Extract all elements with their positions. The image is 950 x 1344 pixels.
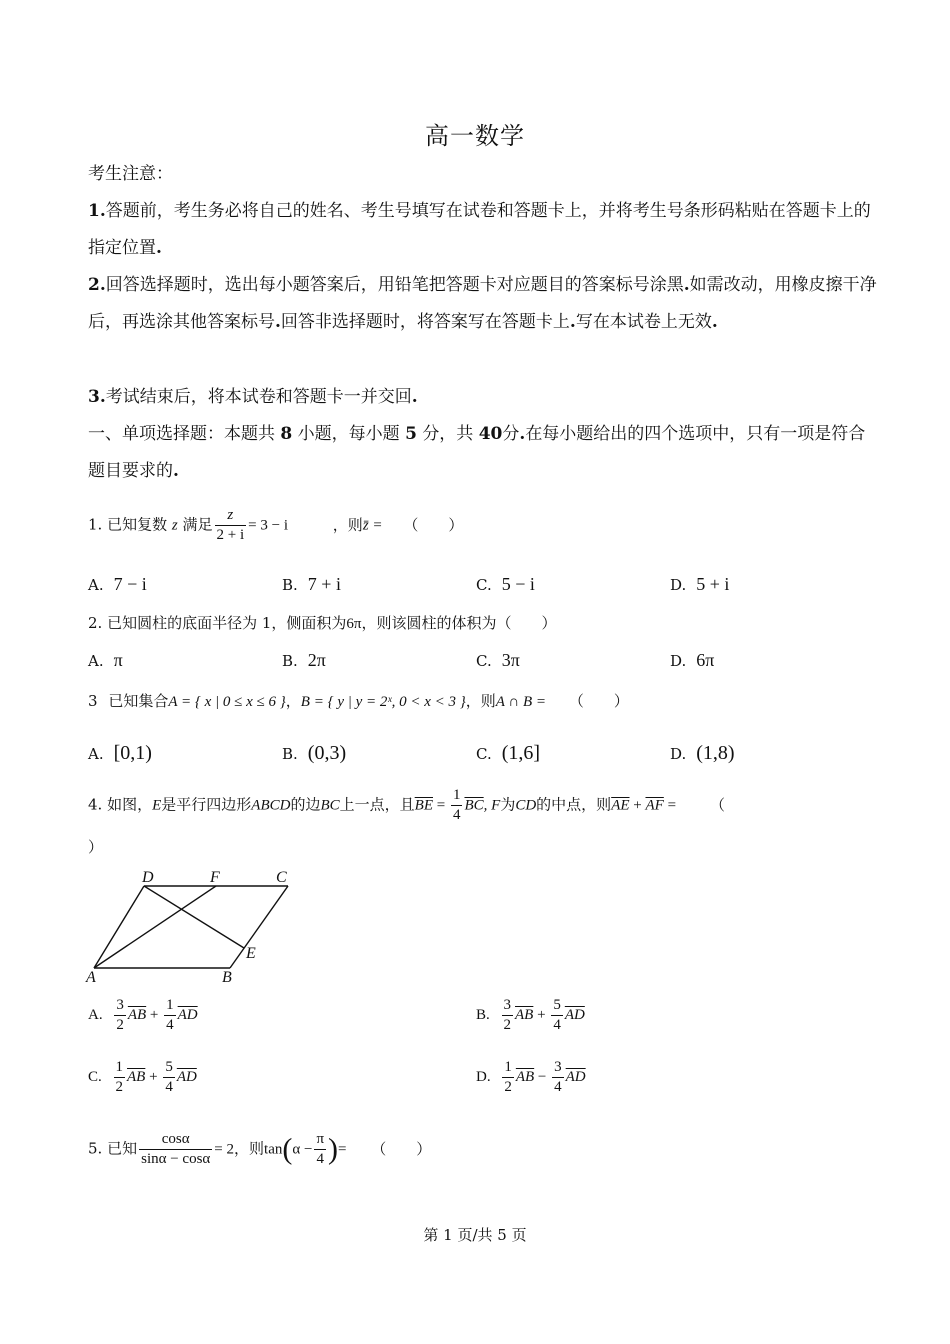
- q1-var-z: z: [171, 517, 178, 534]
- side-bc: [230, 886, 288, 968]
- q1-rhs: = 3 − i: [248, 517, 289, 534]
- q4-text-f: 的中点，则: [536, 795, 612, 814]
- option-value: 3π: [501, 650, 520, 670]
- notice-item-2-num: 2.: [88, 275, 106, 295]
- label-b: B: [222, 969, 232, 986]
- q5-rhs: = 2: [214, 1141, 235, 1158]
- q4-option-d[interactable]: [476, 1058, 586, 1097]
- q4-var-e: E: [152, 797, 162, 814]
- q1-text-c: ，则: [332, 515, 363, 534]
- q4-number: 4.: [88, 795, 103, 814]
- q1-option-c[interactable]: [476, 574, 535, 595]
- option-label: D.: [670, 576, 687, 594]
- vector-1: $\overline{AB}$: [515, 1006, 534, 1023]
- coef-num: 1: [502, 1058, 514, 1078]
- operator: +: [149, 1068, 158, 1085]
- q1-option-d[interactable]: [670, 574, 729, 595]
- page-title: 高一数学: [425, 122, 525, 150]
- q4-text-c: 的边: [290, 795, 321, 814]
- operator: +: [537, 1006, 546, 1023]
- q2-option-a[interactable]: [88, 650, 123, 671]
- vector-1: $\overline{AB}$: [127, 1068, 146, 1085]
- coef-2: [163, 1058, 175, 1097]
- section-dot: .: [173, 461, 179, 481]
- notice-item-2-dot: .: [683, 275, 690, 295]
- vector-2: $\overline{AD}$: [177, 1006, 198, 1023]
- q4-cond-fraction: [451, 786, 463, 825]
- operator: −: [537, 1068, 547, 1085]
- coef-num: 1: [164, 996, 176, 1016]
- question-2: [88, 612, 557, 633]
- label-e: E: [246, 945, 256, 962]
- parallelogram-figure: [80, 868, 310, 988]
- coef-1: [114, 996, 126, 1035]
- notice-item-2-b: 如需改动，用橡皮擦干净后，再选涂其他答案标号: [88, 275, 877, 332]
- option-label: D.: [670, 745, 687, 763]
- option-label: B.: [282, 576, 298, 594]
- side-da: [94, 886, 144, 968]
- q4-text-e: 为: [500, 795, 516, 814]
- coef-den: 2: [115, 1079, 124, 1095]
- notice-item-3-dot: .: [411, 387, 418, 407]
- notice-item-1: [88, 193, 878, 267]
- coef-1: [502, 996, 514, 1035]
- coef-num: 1: [114, 1058, 126, 1078]
- q4-mid: CD: [515, 797, 537, 814]
- notice-item-2-dot: .: [569, 312, 576, 332]
- q1-ask: z̄ =: [362, 517, 383, 534]
- option-value: 7 − i: [113, 574, 147, 594]
- coef-num: 3: [552, 1058, 564, 1078]
- coef-1: [502, 1058, 514, 1097]
- label-d: D: [142, 869, 154, 886]
- q4-text-d: 上一点，且: [339, 795, 415, 814]
- vector-1: $\overline{AB}$: [127, 1006, 147, 1023]
- option-value: 5 − i: [501, 574, 535, 594]
- option-label: C.: [88, 1068, 102, 1085]
- q4-cond-den: 4: [452, 807, 461, 823]
- coef-den: 2: [503, 1017, 512, 1033]
- section-count: 8: [280, 424, 293, 444]
- section-dot: .: [519, 424, 526, 444]
- vector-2: $\overline{AD}$: [565, 1068, 586, 1085]
- q5-paren: （ ）: [371, 1139, 432, 1158]
- q3-paren: （ ）: [568, 692, 629, 710]
- q1-option-b[interactable]: [282, 574, 341, 595]
- q2-option-b[interactable]: [282, 650, 326, 671]
- q3-option-c[interactable]: [476, 742, 540, 765]
- q3-option-d[interactable]: [670, 742, 735, 765]
- q4-side: BC: [320, 797, 340, 814]
- notice-heading: 考生注意：: [88, 164, 173, 184]
- q3-set-b: B = { y | y = 2ˣ, 0 < x < 3 }: [300, 694, 466, 710]
- vector-1: $\overline{AB}$: [515, 1068, 535, 1085]
- q4-ask-2: $\overline{AF}$: [645, 797, 664, 814]
- notice-item-3-num: 3.: [88, 387, 106, 407]
- q5-ask-arg: α −: [292, 1141, 313, 1158]
- q5-text-a: 已知: [107, 1139, 138, 1158]
- option-label: B.: [476, 1006, 490, 1023]
- section-score: 5: [405, 424, 417, 444]
- q2-option-d[interactable]: [670, 650, 714, 671]
- coef-den: 4: [165, 1079, 173, 1095]
- option-label: A.: [88, 576, 104, 594]
- label-a: A: [86, 969, 96, 986]
- coef-1: [114, 1058, 126, 1097]
- q5-text-b: ，则: [234, 1139, 265, 1158]
- operator: +: [149, 1006, 159, 1023]
- coef-num: 3: [114, 996, 126, 1016]
- option-value: (1,8): [696, 742, 735, 764]
- option-label: C.: [476, 652, 492, 670]
- q2-text-b: ，则该圆柱的体积为（ ）: [361, 614, 557, 632]
- q5-ask-fraction: [314, 1130, 326, 1169]
- q5-frac-num: cosα: [139, 1130, 212, 1150]
- section-text-c: 分，共: [422, 424, 474, 444]
- q1-option-a[interactable]: [88, 574, 147, 595]
- q5-frac-den: sinα − cosα: [141, 1151, 211, 1167]
- q5-ask-den: 4: [316, 1151, 324, 1167]
- label-c: C: [276, 869, 287, 886]
- notice-item-2: [88, 267, 878, 341]
- question-3: 3 已知集合A = { x | 0 ≤ x ≤ 6 }，B = { y | y = 2ˣ, 0 < x < 3 }，则A ∩ B = （ ）: [88, 692, 629, 710]
- question-1: [88, 506, 463, 545]
- option-label: C.: [476, 576, 492, 594]
- q4-cond-vec: $\overline{BC}$: [464, 797, 484, 814]
- q4-cond-lhs: $\overline{BE}$: [414, 797, 433, 814]
- segment-de: [144, 886, 244, 948]
- coef-2: [551, 996, 563, 1035]
- q2-area: 6π: [346, 616, 362, 632]
- coef-num: 5: [551, 996, 563, 1016]
- option-value: [0,1): [113, 742, 152, 764]
- label-f: F: [210, 869, 220, 886]
- coef-den: 4: [553, 1017, 561, 1033]
- q3-set-a: A = { x | 0 ≤ x ≤ 6 }: [168, 694, 286, 710]
- q4-option-c[interactable]: [88, 1058, 197, 1097]
- notice-item-1-end: .: [156, 238, 162, 258]
- vector-2: $\overline{AD}$: [176, 1068, 197, 1085]
- q3-ask: A ∩ B =: [495, 694, 547, 710]
- q1-text-a: 已知复数: [107, 515, 168, 534]
- q5-number: 5.: [88, 1139, 103, 1158]
- section-text-d: 分: [502, 424, 520, 444]
- coef-den: 4: [554, 1079, 562, 1095]
- q4-option-b[interactable]: [476, 996, 585, 1035]
- option-label: C.: [476, 745, 492, 763]
- option-label: D.: [476, 1068, 491, 1085]
- q2-number: 2.: [88, 614, 103, 632]
- q5-ask-fn: tan: [264, 1141, 283, 1158]
- q1-paren: （ ）: [403, 515, 464, 534]
- notice-item-3: [88, 379, 878, 416]
- q2-text-a: 已知圆柱的底面半径为 1，侧面积为: [107, 614, 347, 632]
- q3-option-a[interactable]: [88, 742, 152, 765]
- q3-text-a: 已知集合: [108, 692, 169, 710]
- q4-text-b: 是平行四边形: [161, 795, 252, 814]
- q4-text-a: 如图，: [107, 795, 153, 814]
- question-4: 4. 如图，E是平行四边形ABCD的边BC上一点，且$\overline{BE}$ = $\frac{1}{4}$ $\overline{BC}$, F为CD的中点，则$\overline{AE} + \overline{AF}$ = （: [88, 787, 726, 823]
- section-text-e: 在每小题给出的四个选项中，只有一项是符合题目要求的: [88, 424, 866, 481]
- coef-num: 3: [502, 996, 514, 1016]
- section-total: 40: [478, 424, 503, 444]
- option-value: 5 + i: [696, 574, 730, 594]
- option-value: 7 + i: [307, 574, 341, 594]
- option-label: B.: [282, 745, 298, 763]
- notice-item-2-a: 回答选择题时，选出每小题答案后，用铅笔把答题卡对应题目的答案标号涂黑: [105, 275, 684, 295]
- option-value: (0,3): [307, 742, 347, 764]
- q1-frac-num: z: [215, 506, 247, 526]
- q4-cond-f: , F: [483, 797, 501, 814]
- segment-af: [94, 886, 216, 968]
- q4-paren-open: （: [710, 795, 726, 814]
- notice-item-2-c: 回答非选择题时，将答案写在答题卡上: [280, 312, 570, 332]
- q4-paren-close: ）: [88, 838, 104, 856]
- coef-2: [552, 1058, 564, 1097]
- notice-item-2-dot: .: [711, 312, 718, 332]
- q5-fraction: [139, 1130, 212, 1169]
- q1-frac-den: 2 + i: [216, 527, 245, 543]
- option-label: A.: [88, 652, 104, 670]
- option-value: 6π: [696, 650, 715, 670]
- q4-option-a[interactable]: [88, 996, 198, 1035]
- coef-2: [164, 996, 176, 1035]
- q5-ask-num: π: [314, 1130, 326, 1150]
- option-value: 2π: [307, 650, 326, 670]
- q2-option-c[interactable]: [476, 650, 520, 671]
- q1-fraction: [215, 506, 247, 545]
- option-label: A.: [88, 745, 104, 763]
- notice-item-2-d: 写在本试卷上无效: [575, 312, 712, 332]
- notice-item-1-num: 1.: [88, 201, 106, 221]
- q4-eq: =: [667, 797, 677, 814]
- section-text-b: 小题，每小题: [297, 424, 400, 444]
- q4-ask-1: $\overline{AE}$: [611, 797, 630, 814]
- option-value: (1,6]: [501, 742, 541, 764]
- option-value: π: [113, 650, 123, 670]
- option-label: B.: [282, 652, 298, 670]
- q3-option-b[interactable]: [282, 742, 346, 765]
- q5-ask-eq: =: [338, 1141, 347, 1158]
- vector-2: $\overline{AD}$: [564, 1006, 585, 1023]
- section-heading: [88, 416, 878, 490]
- notice-item-3-text: 考试结束后，将本试卷和答题卡一并交回: [105, 387, 412, 407]
- section-text-a: 一、单项选择题：本题共: [88, 424, 275, 444]
- q1-number: 1.: [88, 515, 103, 534]
- coef-den: 4: [166, 1017, 174, 1033]
- option-label: A.: [88, 1006, 103, 1023]
- q4-cond-num: 1: [451, 786, 463, 806]
- q1-text-b: 满足: [182, 515, 213, 534]
- question-5: 5. 已知 $\frac{\cos\alpha}{\sin\alpha - \cos\alpha}$ = 2，则tan(α − $\frac{\pi}{4}$ )= （ ）: [88, 1131, 432, 1167]
- notice-item-2-dot: .: [275, 312, 281, 332]
- notice-item-1-text: 答题前，考生务必将自己的姓名、考生号填写在试卷和答题卡上，并将考生号条形码粘贴在答题卡上的指定位置: [88, 201, 871, 258]
- coef-den: 2: [116, 1017, 124, 1033]
- q3-text-b: ，则: [465, 692, 496, 710]
- q3-number: 3: [88, 692, 98, 710]
- segment-ae: [94, 948, 244, 968]
- q4-parallelogram: ABCD: [251, 797, 291, 814]
- coef-den: 2: [504, 1079, 512, 1095]
- option-label: D.: [670, 652, 687, 670]
- page-footer: 第 1 页/共 5 页: [423, 1226, 527, 1244]
- coef-num: 5: [163, 1058, 175, 1078]
